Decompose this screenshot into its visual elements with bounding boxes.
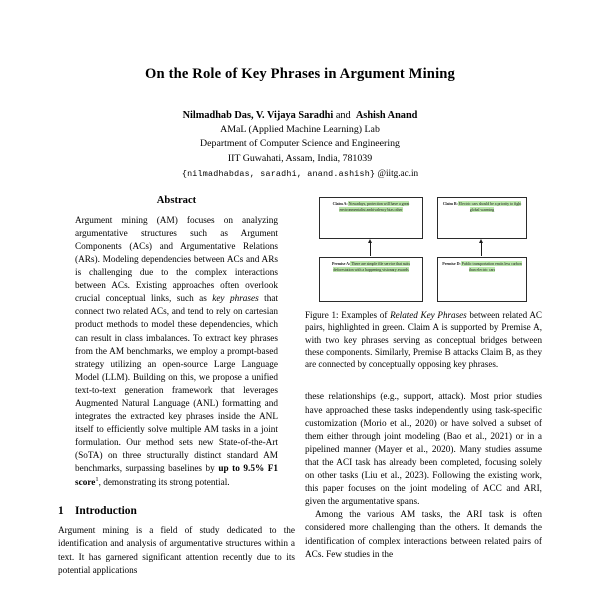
figure-box-claim-b xyxy=(437,197,527,239)
figure-box-claim-a xyxy=(319,197,423,239)
figure-box-premise-a xyxy=(319,257,423,302)
premise-a-label: Premise A: xyxy=(332,261,351,266)
author-conjunction: and xyxy=(335,109,351,121)
email-handles: {nilmadhabdas, saradhi, anand.ashish} xyxy=(181,168,376,179)
right-column xyxy=(305,195,542,600)
section-number: 1 xyxy=(58,504,64,517)
introduction-heading xyxy=(58,505,295,519)
body-columns xyxy=(0,195,600,600)
abstract-text-part1: Argument mining (AM) focuses on analyzing argumentative structures such as Argument Components (ACs) and Argumentative Relations (ARs). Modeling dependencies between ACs and ARs is challenging due to the complex interactions between ACs. Existing approaches often overlook crucial conceptual links, such as xyxy=(75,215,278,305)
abstract-body xyxy=(75,215,278,490)
abstract-italic-keyphrases: key phrases xyxy=(212,294,259,305)
affiliation-institute: IIT Guwahati, Assam, India, 781039 xyxy=(227,152,373,164)
premise-d-label: Premise D: xyxy=(442,261,461,266)
arrow-premise-a-to-claim-a xyxy=(370,241,371,256)
section-title: Introduction xyxy=(75,504,137,517)
left-column xyxy=(58,195,295,600)
abstract-text-part2: that connect two related ACs, and tend to rely on cartesian product methods to model these dependencies, which can result in class imbalances. To extract key phrases from the AM benchmarks, we employ a prompt-based strategy utilizing an open-source Large Language Model (LLM). Building on this, we propose a unified text-to-text generation framework that leverages Augmented Natural Language (ANL) formatting and integrates the extracted key phrases inside the ANL itself to efficiently solve multiple AM tasks in a joint formulation. Our method sets new State-of-the-Art (SoTA) on three structurally distinct standard AM benchmarks, surpassing baselines by xyxy=(75,294,279,475)
author-emails xyxy=(0,167,600,181)
premise-d-text: Public transportation emits less carbon than electric cars xyxy=(460,261,522,272)
abstract-bold-result: up to 9.5% F1 score xyxy=(75,464,278,488)
premise-a-text: There are simple file service that suits deforestation with a happening visionary awards xyxy=(333,261,410,272)
claim-b-text: Electric cars should be a priority to fight global warming xyxy=(457,201,522,212)
email-domain: @iitg.ac.in xyxy=(375,167,419,178)
title-block xyxy=(0,0,600,180)
claim-a-label: Claim A: xyxy=(332,201,348,206)
author-names-first: Nilmadhab Das, V. Vijaya Saradhi xyxy=(182,109,334,121)
figure-box-premise-d xyxy=(437,257,527,302)
figure-caption-part2: between related AC pairs, highlighted in green. Claim A is supported by Premise A, with two key phrases serving as conceptual bridges between these components. Similarly, Premise B attacks Claim B, as they are connected by conceptually opposing key phrases. xyxy=(305,310,542,370)
claim-a-text: Nowadays, protection will have a great environmentalist ambivalency bias other xyxy=(339,201,410,212)
right-column-paragraph-1: these relationships (e.g., support, attack). Most prior studies have approached these tasks independently using task-specific customization (Morio et al., 2020) or have solved a subset of them either through joint modeling (Bao et al., 2021) or in a pipelined manner (Mayer et al., 2020). Many studies assume that the ACI task has already been completed, focusing solely on other tasks (Liu et al., 2023). Following the existing work, this paper focuses on the joint modeling of ACC and ARI, given the argumentative spans. xyxy=(305,392,542,508)
abstract-text-part3: , demonstrating its strong potential. xyxy=(98,477,230,488)
arrow-head-icon-a xyxy=(368,239,372,243)
author-list xyxy=(0,109,600,124)
right-column-paragraph-2: Among the various AM tasks, the ARI task is often considered more challenging than the others. It demands the identification of complex interactions between related pairs of ACs. Few studies in the xyxy=(305,510,542,560)
affiliation-lab: AMaL (Applied Machine Learning) Lab xyxy=(220,124,380,136)
page-title: On the Role of Key Phrases in Argument Mining xyxy=(145,66,455,82)
author-names-second: Ashish Anand xyxy=(355,109,418,121)
affiliation-department: Department of Computer Science and Engineering xyxy=(200,138,400,150)
introduction-paragraph: Argument mining is a field of study dedicated to the identification and analysis of argumentative structures within a text. It has garnered significant attention recently due to its potential applications xyxy=(58,526,295,576)
abstract-paragraph xyxy=(75,215,278,490)
figure-caption-part1: Figure 1: Examples of xyxy=(305,310,391,320)
figure-caption xyxy=(305,309,542,370)
abstract-heading: Abstract xyxy=(156,195,197,206)
arrow-head-icon-b xyxy=(479,239,483,243)
footnote-marker[interactable]: 1 xyxy=(95,475,99,483)
figure-1 xyxy=(305,195,542,370)
arrow-premise-d-to-claim-b xyxy=(481,241,482,256)
claim-b-label: Claim B: xyxy=(442,201,458,206)
figure-diagram xyxy=(311,195,536,305)
figure-body-gap xyxy=(305,377,542,391)
figure-caption-italic: Related Key Phrases xyxy=(390,310,467,320)
